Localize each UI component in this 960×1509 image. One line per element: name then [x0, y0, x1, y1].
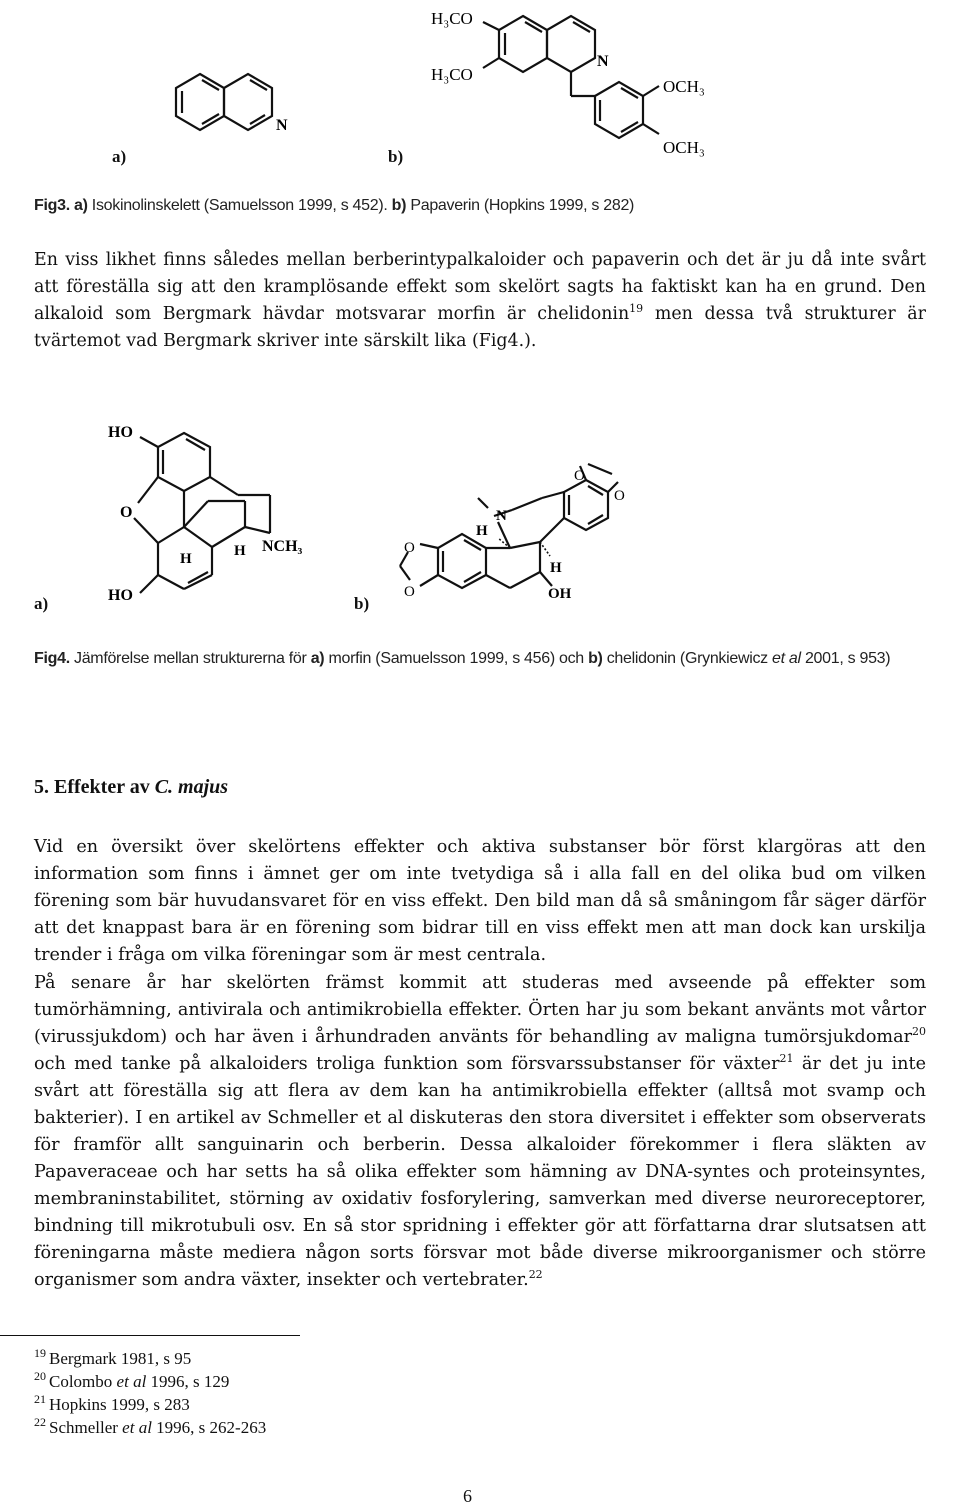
fig4-caption-text-4: 2001, s 953): [800, 650, 891, 667]
footnote-ref-20: 20: [912, 1025, 926, 1039]
fig4a-atom-o: O: [120, 504, 133, 521]
footnote-number: 20: [34, 1369, 46, 1384]
footnote-number: 21: [34, 1392, 46, 1407]
paragraph-1-text: En viss likhet finns således mellan berberintypalkaloider och papaverin och det är ju då inte svårt att föreställa sig att den kramplösande effekt som skelört sagts ha faktiskt kan ha en grund. Den alkaloid som Bergmark hävdar motsvarar morfin är chelidonin: [34, 250, 926, 324]
fig4-caption-etal: et al: [772, 650, 801, 667]
footnote-21: [34, 1394, 190, 1416]
paragraph-3-text-1: På senare år har skelörten främst kommit att studeras med avseende på effekter som tumörhämning, antivirala och antimikrobiella effekter. Örten har ju som bekant använts mot vårtor (virussjukdom) och har även i århundraden använts för behandling av maligna tumörsjukdomar: [34, 973, 926, 1047]
footnote-etal: et al: [116, 1372, 147, 1391]
fig4b-atom-h-a: H: [476, 523, 488, 539]
section-heading-number: 5. Effekter av: [34, 776, 155, 798]
fig3-caption-a-text: Isokinolinskelett (Samuelsson 1999, s 452).: [91, 197, 388, 214]
fig4-caption: [34, 646, 926, 672]
footnote-text-post: 1996, s 262-263: [151, 1418, 267, 1437]
fig3b-group-4: OCH₃: [663, 138, 705, 157]
paragraph-1-text-after: men dessa två strukturer är tvärtemot vad Bergmark skriver inte särskilt lika (Fig4.).: [34, 304, 926, 351]
fig4b-atom-h-b: H: [550, 560, 562, 576]
section-heading: [34, 776, 228, 799]
footnote-text: Colombo: [49, 1372, 117, 1391]
fig3-caption-b-label: b): [391, 197, 407, 214]
footnote-text: Bergmark 1981, s 95: [49, 1349, 192, 1368]
footnote-22: [34, 1417, 266, 1439]
fig4a-atom-ho-bottom: HO: [108, 587, 133, 604]
fig4b-atom-oh: OH: [548, 586, 572, 602]
fig3b-group-2: H₃CO: [431, 65, 473, 84]
fig3-isoquinoline-structure: [160, 60, 320, 150]
fig4-caption-text-1: Jämförelse mellan strukturerna för: [69, 650, 311, 667]
fig3-caption-a-label: a): [74, 197, 88, 214]
fig4b-atom-o2: O: [614, 488, 625, 504]
fig4-label-b: b): [354, 594, 370, 613]
fig3a-atom-n: N: [276, 117, 288, 134]
paragraph-3-text-3: är det ju inte svårt att föreställa sig att flera av dem kan ha antimikrobiella effekter (alltså mot svamp och bakterier). I en artikel av Schmeller et al diskuteras den stora diversitet i effekter som observerats för framför allt sanguinarin och berberin. Dessa alkaloider förekommer i flera släkten av Papaveraceae och har setts ha så olika effekter som hämning av DNA-syntes och proteinsyntes, membraninstabilitet, störning av oxidativ fosforylering, samverkan med diverse neuroreceptorer, bindning till mikrotubuli osv. En så stor spridning i effekter gör att författarna drar slutsatsen att föreningarna måste mediera någon sorts försvar mot både diverse mikroorganismer och större organismer som andra växter, insekter och vertebrater.: [34, 1054, 926, 1290]
paragraph-1: [34, 247, 926, 355]
page-number: 6: [463, 1486, 472, 1506]
footnote-ref-22: 22: [528, 1268, 543, 1282]
fig4-chelidonine-structure: [390, 460, 640, 610]
fig4-caption-text-3: chelidonin (Grynkiewicz: [602, 650, 773, 667]
fig4a-atom-ho-top: HO: [108, 424, 133, 441]
footnote-divider: [0, 1335, 300, 1336]
fig3b-atom-n: N: [597, 53, 609, 70]
fig4b-atom-n: N: [496, 508, 507, 524]
fig4-caption-b-label: b): [588, 650, 603, 667]
fig3-caption: [34, 193, 926, 219]
fig4a-atom-h2: H: [234, 543, 246, 559]
paragraph-3: [34, 970, 926, 1294]
fig3-caption-b-text: Papaverin (Hopkins 1999, s 282): [410, 197, 635, 214]
fig4b-atom-o4: O: [404, 584, 415, 600]
fig4-caption-a-label: a): [310, 650, 325, 667]
fig3-label-b: b): [388, 147, 404, 166]
paragraph-2-text: Vid en översikt över skelörtens effekter och aktiva substanser bör först klargöras att den information som finns i ämnet ger om inte tvetydiga så i alla fall en del olika bud om vilken förening som bär huvudansvaret för en viss effekt. Den bild man då så småningom får säger därför att det knappast bara är en förening som bidrar till en viss effekt men att man dock kan urskilja trender i fråga om vilka föreningar som är mest centrala.: [34, 837, 926, 965]
footnote-ref-21: 21: [779, 1052, 794, 1066]
fig3-label-a: a): [112, 147, 127, 166]
footnote-number: 19: [34, 1346, 46, 1361]
fig3-papaverine-structure: [425, 0, 725, 165]
paragraph-2: [34, 834, 926, 969]
footnote-text: Hopkins 1999, s 283: [49, 1395, 190, 1414]
fig4-caption-prefix: Fig4.: [34, 650, 70, 667]
fig4-morphine-structure: [100, 415, 320, 610]
fig4-caption-text-2: morfin (Samuelsson 1999, s 456) och: [324, 650, 589, 667]
fig4b-atom-o3: O: [404, 540, 415, 556]
fig3-caption-prefix: Fig3.: [34, 197, 70, 214]
footnote-text: Schmeller: [49, 1418, 123, 1437]
fig4a-atom-nch3: NCH₃: [262, 538, 303, 555]
fig4b-atom-o1: O: [574, 468, 585, 484]
footnote-number: 22: [34, 1415, 46, 1430]
fig4-label-a: a): [34, 594, 49, 613]
fig4a-atom-h1: H: [180, 551, 192, 567]
footnote-19: [34, 1348, 191, 1370]
footnote-ref-19: 19: [629, 302, 644, 316]
fig3b-group-3: OCH₃: [663, 77, 705, 96]
footnote-etal: et al: [122, 1418, 152, 1437]
paragraph-3-text-2: och med tanke på alkaloiders troliga funktion som försvarssubstanser för växter: [34, 1054, 780, 1074]
section-heading-italic: C. majus: [154, 776, 229, 798]
footnote-20: [34, 1371, 229, 1393]
footnote-text-post: 1996, s 129: [146, 1372, 230, 1391]
fig3b-group-1: H₃CO: [431, 9, 473, 28]
